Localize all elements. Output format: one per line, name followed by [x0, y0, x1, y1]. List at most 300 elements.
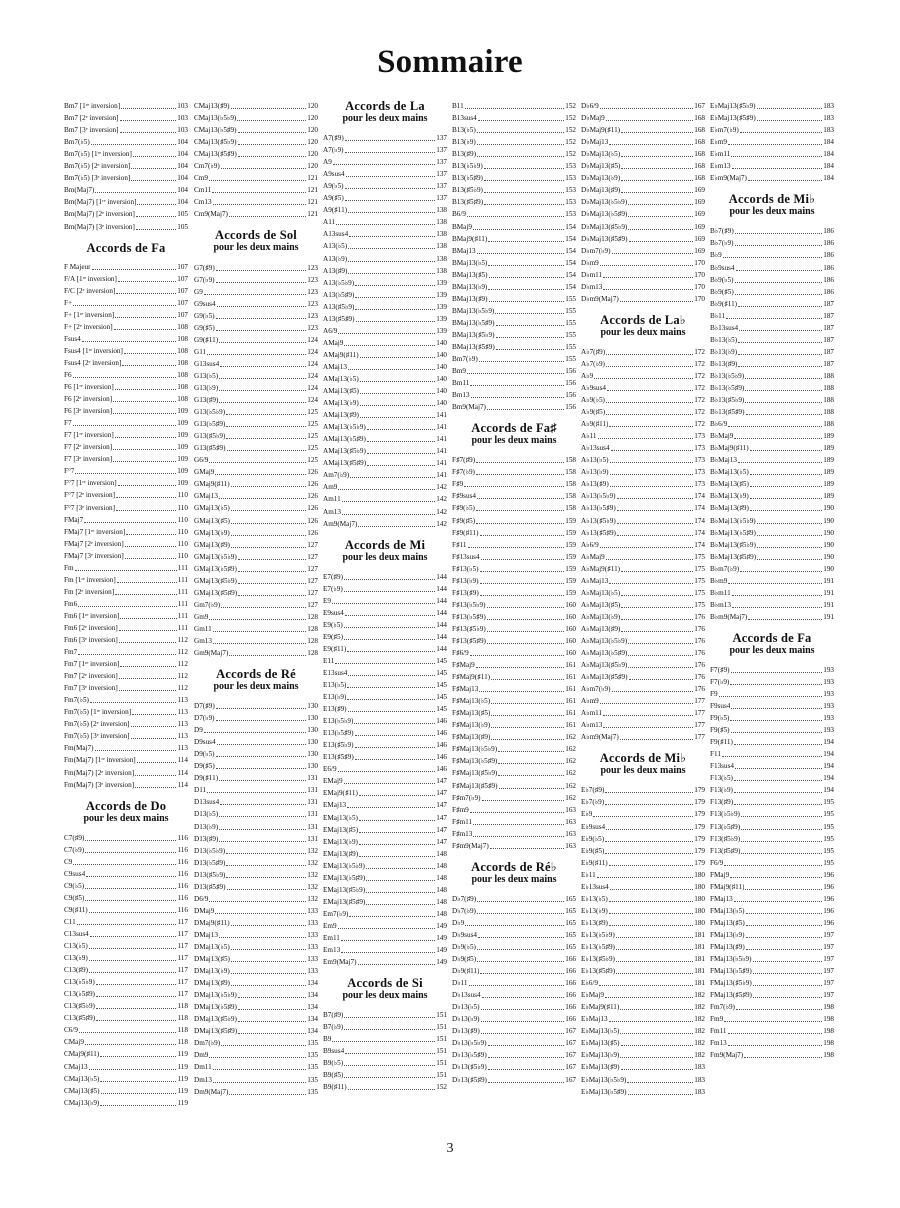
chord-name: Cm9	[194, 174, 208, 183]
chord-name: Gm9(Maj7)	[194, 649, 229, 658]
page-ref: 116	[177, 857, 188, 866]
toc-entry	[710, 664, 834, 676]
page-ref: 140	[436, 399, 447, 408]
dot-leader	[231, 949, 306, 950]
chord-name: F♯13sus4	[452, 552, 480, 561]
dot-leader	[481, 559, 565, 560]
dot-leader	[137, 204, 176, 205]
dot-leader	[217, 744, 307, 745]
dot-leader	[355, 297, 435, 298]
dot-leader	[471, 397, 565, 398]
dot-leader	[213, 1069, 307, 1070]
dot-leader	[468, 547, 565, 548]
dot-leader	[620, 739, 693, 740]
chord-name: A♭Maj13(♯9)	[581, 624, 621, 633]
chord-name: G13(♯9)	[194, 396, 219, 405]
page-ref: 190	[823, 552, 834, 561]
dot-leader	[757, 120, 823, 121]
page-ref: 140	[436, 374, 447, 383]
chord-name: Fm7(♭5) [3ᵉ inversion]	[64, 732, 130, 741]
page-ref: 194	[823, 774, 834, 783]
dot-leader	[621, 1045, 694, 1046]
dot-leader	[85, 888, 176, 889]
chord-name: Bm7 [2ᵉ inversion]	[64, 114, 119, 123]
chord-name: E13(♭9)	[323, 693, 347, 702]
toc-entry	[710, 172, 834, 184]
chord-name: B♭Maj9(♯11)	[710, 444, 749, 453]
chord-name: B♭6/9	[710, 420, 728, 429]
toc-entry	[452, 659, 576, 671]
chord-name: F7(♭9)	[710, 677, 730, 686]
page-ref: 159	[565, 540, 576, 549]
page-ref: 187	[823, 311, 834, 320]
toc-column-5	[581, 100, 705, 1098]
dot-leader	[735, 768, 822, 769]
page-ref: 104	[177, 162, 188, 171]
toc-entry	[452, 707, 576, 719]
page-ref: 184	[823, 138, 834, 147]
toc-entry	[323, 349, 447, 361]
page-ref: 112	[177, 684, 188, 693]
toc-entry	[710, 394, 834, 406]
page-ref: 179	[694, 834, 705, 843]
dot-leader	[730, 877, 822, 878]
section-subtitle: pour les deux mains	[342, 990, 428, 1002]
chord-name: Bm9	[452, 367, 466, 376]
toc-entry	[581, 478, 705, 490]
toc-entry	[581, 346, 705, 358]
dot-leader	[470, 812, 564, 813]
chord-name: F♯m11	[452, 817, 473, 826]
toc-entry	[64, 1073, 188, 1085]
toc-entry	[710, 953, 834, 965]
toc-entry	[194, 647, 318, 659]
page-ref: 191	[823, 588, 834, 597]
dot-leader	[359, 844, 435, 845]
chord-name: B13(♭5♭9)	[452, 162, 483, 171]
dot-leader	[487, 619, 564, 620]
page-ref: 196	[823, 894, 834, 903]
page-ref: 155	[565, 342, 576, 351]
page-ref: 135	[307, 1075, 318, 1084]
page-ref: 108	[177, 358, 188, 367]
chord-name: A♭13sus4	[581, 444, 610, 453]
page-ref: 159	[565, 516, 576, 525]
dot-leader	[89, 1069, 177, 1070]
page-ref: 187	[823, 335, 834, 344]
dot-leader	[728, 144, 822, 145]
toc-entry	[452, 220, 576, 232]
dot-leader	[220, 804, 306, 805]
dot-leader	[477, 498, 564, 499]
dot-leader	[753, 973, 822, 974]
chord-name: F7 [1ʳᵉ inversion]	[64, 431, 114, 440]
toc-entry	[710, 124, 834, 136]
dot-leader	[238, 1009, 306, 1010]
chord-name: D13(♯5♭9)	[194, 870, 226, 879]
dot-leader	[231, 486, 307, 487]
chord-name: F♯Maj13(♭9)	[452, 721, 491, 730]
toc-entry	[64, 550, 188, 562]
chord-name: GMaj13(♭5♯9)	[194, 564, 237, 573]
chord-name: B♭Maj13(♯5♭9)	[710, 540, 756, 549]
dot-leader	[231, 925, 307, 926]
chord-name: D13(♯5♯9)	[194, 882, 226, 891]
chord-name: A♭Maj13(♭5♭9)	[581, 636, 628, 645]
dot-leader	[124, 353, 176, 354]
chord-name: F+ [1ʳᵉ inversion]	[64, 310, 115, 319]
page-ref: 169	[694, 222, 705, 231]
toc-entry	[710, 502, 834, 514]
chord-name: F♯Maj13	[452, 685, 479, 694]
chord-name: A♭7(♭9)	[581, 359, 605, 368]
page-ref: 175	[694, 576, 705, 585]
dot-leader	[477, 949, 564, 950]
chord-name: G11	[194, 347, 207, 356]
chord-name: E♭13(♭5)	[581, 894, 608, 903]
toc-entry	[452, 341, 576, 353]
page-ref: 147	[436, 777, 447, 786]
chord-name: C9(♯5)	[64, 893, 85, 902]
dot-leader	[367, 453, 435, 454]
page-ref: 175	[694, 552, 705, 561]
toc-entry	[581, 1086, 705, 1098]
page-ref: 103	[177, 114, 188, 123]
chord-name: F13(♭5♯9)	[710, 822, 741, 831]
toc-entry	[64, 220, 188, 232]
dot-leader	[610, 474, 694, 475]
page-ref: 141	[436, 471, 447, 480]
page-ref: 133	[307, 943, 318, 951]
page-ref: 165	[565, 906, 576, 915]
chord-name: B7(♯9)	[323, 1011, 344, 1020]
dot-leader	[621, 1069, 694, 1070]
chord-name: E♭9sus4	[581, 822, 606, 831]
chord-name: FMaj13(♯5♯9)	[710, 991, 752, 1000]
dot-leader	[734, 780, 822, 781]
chord-name: GMaj13(♭9)	[194, 528, 230, 537]
toc-entry	[64, 309, 188, 321]
page-ref: 168	[694, 138, 705, 147]
dot-leader	[92, 269, 177, 270]
toc-entry	[64, 357, 188, 369]
section-title: Accords de Fa♯	[471, 421, 557, 436]
page-ref: 127	[307, 600, 318, 609]
dot-leader	[612, 253, 694, 254]
page-ref: 127	[307, 564, 318, 573]
chord-name: E♭Maj13	[581, 1015, 608, 1024]
toc-entry	[452, 377, 576, 389]
toc-entry	[452, 953, 576, 965]
dot-leader	[476, 474, 564, 475]
toc-entry	[710, 442, 834, 454]
dot-leader	[477, 961, 564, 962]
page-ref: 189	[823, 468, 834, 477]
dot-leader	[484, 204, 564, 205]
page-ref: 138	[436, 242, 447, 251]
toc-entry	[194, 833, 318, 845]
section-heading	[710, 632, 834, 657]
toc-entry	[581, 382, 705, 394]
dot-leader	[231, 108, 307, 109]
toc-entry	[194, 953, 318, 965]
dot-leader	[621, 132, 693, 133]
chord-name: A13(♯9)	[323, 266, 348, 275]
page-ref: 130	[307, 726, 318, 735]
page-ref: 113	[177, 696, 188, 705]
chord-name: B♭9sus4	[710, 263, 735, 272]
chord-name: Fm9	[710, 1015, 724, 1024]
toc-entry	[64, 261, 188, 273]
toc-entry	[323, 703, 447, 715]
chord-name: E13(♯9)	[323, 705, 347, 714]
dot-leader	[82, 341, 176, 342]
chord-name: D♭Maj13(♯5♭9)	[581, 222, 628, 231]
dot-leader	[605, 841, 693, 842]
chord-name: F9(♯11)	[710, 738, 733, 747]
page-ref: 190	[823, 564, 834, 573]
dot-leader	[741, 816, 822, 817]
toc-entry	[452, 148, 576, 160]
page-ref: 119	[177, 1086, 188, 1095]
dot-leader	[100, 1056, 176, 1057]
page-ref: 190	[823, 540, 834, 549]
page-ref: 127	[307, 552, 318, 561]
toc-entry	[452, 466, 576, 478]
dot-leader	[599, 985, 693, 986]
chord-name: F7(♯9)	[710, 665, 730, 674]
page-ref: 176	[694, 624, 705, 633]
chord-name: DMaj9	[194, 906, 215, 915]
chord-name: B13(♭5♯9)	[452, 174, 483, 183]
toc-entry	[581, 965, 705, 977]
chord-name: BMaj13(♭5)	[452, 258, 488, 267]
toc-entry	[581, 796, 705, 808]
dot-leader	[620, 301, 693, 302]
chord-name: BMaj13(♭5♯9)	[452, 318, 495, 327]
chord-name: C13(♭9)	[64, 954, 88, 963]
chord-name: DMaj13(♭5♭9)	[194, 991, 237, 1000]
dot-leader	[348, 273, 435, 274]
dot-leader	[496, 325, 565, 326]
toc-entry	[64, 706, 188, 718]
page-ref: 193	[823, 714, 834, 723]
toc-entry	[64, 670, 188, 682]
chord-name: F♯13(♭5)	[452, 564, 479, 573]
chord-name: AMaj13(♯5♭9)	[323, 447, 366, 456]
toc-entry	[194, 587, 318, 599]
toc-entry	[194, 989, 318, 1001]
page-ref: 145	[436, 693, 447, 702]
toc-entry	[323, 469, 447, 481]
toc-entry	[581, 707, 705, 719]
dot-leader	[89, 972, 177, 973]
chord-name: G9(♯11)	[194, 335, 219, 344]
dot-leader	[345, 140, 435, 141]
toc-entry	[194, 845, 318, 857]
chord-name: F♯9(♯11)	[452, 528, 479, 537]
dot-leader	[480, 535, 565, 536]
toc-entry	[581, 1049, 705, 1061]
dot-leader	[734, 744, 822, 745]
dot-leader	[219, 498, 306, 499]
chord-name: C7(♯9)	[64, 833, 85, 842]
chord-name: B♭Maj13(♭5)	[710, 468, 749, 477]
dot-leader	[609, 913, 693, 914]
page-ref: 193	[823, 702, 834, 711]
dot-leader	[498, 775, 564, 776]
dot-leader	[86, 876, 176, 877]
chord-name: F6	[64, 370, 72, 379]
dot-leader	[355, 285, 435, 286]
dot-leader	[597, 877, 694, 878]
toc-entry	[194, 712, 318, 724]
dot-leader	[744, 1057, 822, 1058]
page-ref: 134	[307, 1003, 318, 1012]
page-ref: 131	[307, 774, 318, 783]
dot-leader	[477, 913, 564, 914]
chord-name: G13(♯5♯9)	[194, 444, 226, 453]
page-ref: 113	[177, 744, 188, 753]
dot-leader	[221, 1045, 306, 1046]
dot-leader	[209, 901, 306, 902]
dot-leader	[465, 108, 565, 109]
toc-entry	[64, 514, 188, 526]
toc-entry	[710, 322, 834, 334]
dot-leader	[617, 523, 693, 524]
toc-entry	[710, 382, 834, 394]
dot-leader	[610, 889, 693, 890]
page-ref: 118	[177, 1002, 188, 1011]
toc-entry	[581, 611, 705, 623]
dot-leader	[606, 559, 693, 560]
page-ref: 116	[177, 881, 188, 890]
chord-name: C7(♭9)	[64, 845, 85, 854]
toc-entry	[323, 1081, 447, 1093]
chord-name: D♭m13	[581, 282, 603, 291]
toc-entry	[323, 787, 447, 799]
toc-entry	[581, 1061, 705, 1073]
toc-entry	[452, 454, 576, 466]
chord-name: DMaj13(♯5♭9)	[194, 1015, 237, 1024]
chord-name: F13(♭5)	[710, 774, 733, 783]
chord-name: DMaj13	[194, 930, 218, 939]
chord-name: B9(♯5)	[323, 1071, 344, 1080]
chord-name: E♭Maj9	[581, 991, 604, 1000]
toc-entry	[452, 172, 576, 184]
page-ref: 107	[177, 310, 188, 319]
dot-leader	[209, 180, 306, 181]
toc-entry	[323, 727, 447, 739]
toc-entry	[323, 932, 447, 944]
page-ref: 159	[565, 528, 576, 537]
section-subtitle: pour les deux mains	[471, 873, 557, 885]
dot-leader	[479, 361, 564, 362]
page-ref: 133	[307, 930, 318, 939]
page-ref: 167	[694, 102, 705, 111]
dot-leader	[238, 1021, 306, 1022]
dot-leader	[116, 510, 176, 511]
dot-leader	[719, 696, 823, 697]
dot-leader	[119, 630, 177, 631]
toc-entry	[323, 1069, 447, 1081]
dot-leader	[344, 639, 435, 640]
toc-entry	[710, 298, 834, 310]
chord-name: D♭m11	[581, 270, 603, 279]
page-ref: 198	[823, 1051, 834, 1060]
toc-entry	[452, 196, 576, 208]
dot-leader	[215, 913, 306, 914]
dot-leader	[216, 768, 306, 769]
chord-name: B♭13sus4	[710, 323, 739, 332]
dot-leader	[478, 937, 564, 938]
dot-leader	[358, 964, 436, 965]
chord-name: B9(♭5)	[323, 1059, 344, 1068]
chord-name: E♭Maj13(♭5♭9)	[581, 1075, 627, 1084]
toc-entry	[194, 184, 318, 196]
page-ref: 144	[436, 620, 447, 629]
dot-leader	[96, 984, 177, 985]
toc-entry	[194, 977, 318, 989]
toc-entry	[194, 635, 318, 647]
dot-leader	[603, 715, 693, 716]
page-ref: 154	[565, 222, 576, 231]
chord-name: DMaj13(♯9)	[194, 979, 230, 988]
chord-name: D♭13(♭9)	[452, 1015, 480, 1024]
page-ref: 138	[436, 218, 447, 227]
page-ref: 152	[565, 150, 576, 159]
page-ref: 139	[436, 302, 447, 311]
chord-name: B♭Maj13(♯9)	[710, 504, 749, 513]
dot-leader	[609, 1021, 694, 1022]
chord-name: A13(♭9)	[323, 254, 348, 263]
dot-leader	[73, 425, 177, 426]
dot-leader	[481, 1033, 564, 1034]
toc-entry	[581, 527, 705, 539]
toc-entry	[710, 965, 834, 977]
page-ref: 117	[177, 917, 188, 926]
page-ref: 119	[177, 1050, 188, 1059]
page-ref: 197	[823, 967, 834, 976]
chord-name: CMaj13(♯5)	[64, 1086, 100, 1095]
chord-name: FMaj9(♯11)	[710, 882, 745, 891]
page-ref: 148	[436, 849, 447, 858]
page-ref: 198	[823, 1039, 834, 1048]
toc-entry	[581, 1073, 705, 1085]
page-ref: 131	[307, 798, 318, 807]
page-ref: 174	[694, 528, 705, 537]
toc-entry	[323, 824, 447, 836]
chord-name: CMaj13(♯5♭9)	[194, 138, 237, 147]
chord-name: CMaj13(♯5♯9)	[194, 150, 237, 159]
dot-leader	[96, 996, 177, 997]
page-ref: 130	[307, 762, 318, 771]
chord-name: A♭9(♯11)	[581, 420, 609, 429]
page-ref: 137	[436, 182, 447, 191]
toc-entry	[710, 237, 834, 249]
toc-entry	[194, 1086, 318, 1098]
chord-name: B♭m9	[710, 576, 728, 585]
chord-name: GMaj13(♯9)	[194, 540, 230, 549]
dot-leader	[484, 180, 564, 181]
dot-leader	[91, 144, 176, 145]
page-ref: 142	[436, 495, 447, 504]
dot-leader	[136, 216, 176, 217]
toc-entry	[581, 418, 705, 430]
chord-name: B♭7(♭9)	[710, 239, 734, 248]
chord-name: C6/9	[64, 1026, 78, 1035]
section-subtitle: pour les deux mains	[600, 326, 686, 338]
